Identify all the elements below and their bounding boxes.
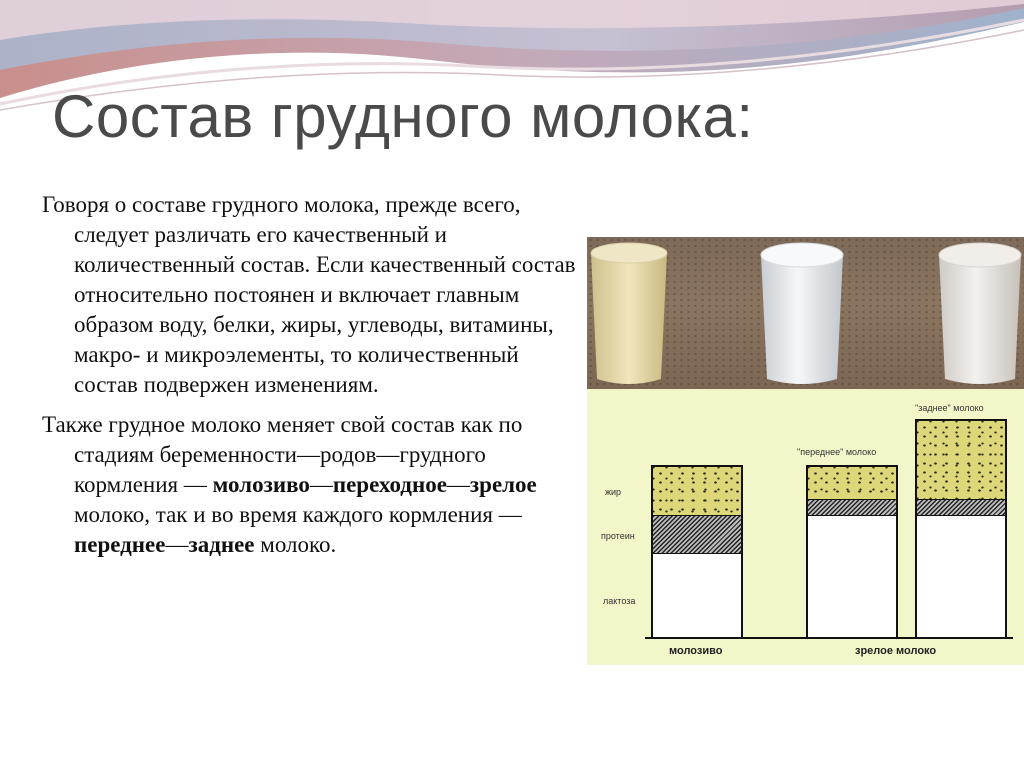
glass-hindmilk-image xyxy=(935,239,1024,389)
label-fat: жир xyxy=(605,487,622,497)
column-hindmilk xyxy=(915,419,1007,639)
label-protein: протеин xyxy=(601,531,635,541)
fat-layer xyxy=(917,421,1005,500)
paragraph-stages-mid: молоко, так и во время каждого кормления — xyxy=(74,502,522,527)
term-transitional: переходное xyxy=(332,472,447,497)
caption-colostrum: молозиво xyxy=(669,645,723,657)
label-hindmilk: "заднее" молоко xyxy=(915,403,984,413)
term-hindmilk: заднее xyxy=(188,532,255,557)
column-foremilk xyxy=(806,465,898,639)
milk-glasses-photo xyxy=(587,237,1024,389)
dash: — xyxy=(165,532,189,557)
paragraph-stages-intro: Также грудное молоко меняет свой состав как по стадиям беременности—родов—грудного кормления — xyxy=(42,412,523,497)
column-colostrum xyxy=(651,465,743,639)
protein-layer xyxy=(653,516,741,554)
protein-layer xyxy=(808,500,896,516)
milk-composition-diagram xyxy=(587,389,1024,665)
dash: — xyxy=(309,472,333,497)
term-foremilk: переднее xyxy=(74,532,166,557)
paragraph-stages-end: молоко. xyxy=(254,532,337,557)
paragraph-stages xyxy=(42,410,582,560)
caption-mature-milk: зрелое молоко xyxy=(855,645,937,657)
protein-layer xyxy=(917,500,1005,516)
term-mature: зрелое xyxy=(469,472,537,497)
glass-colostrum-image xyxy=(587,239,672,389)
label-foremilk: "переднее" молоко xyxy=(797,447,877,457)
paragraph-qualitative-quantitative: Говоря о составе грудного молока, прежде всего, следует различать его качественный и количественный состав. Если качественный состав относительно постоянен и включает главным образом воду, белки, жиры, углеводы, витамины, макро- и микроэлементы, то количественный состав подвержен изменениям. xyxy=(42,192,576,397)
dash: — xyxy=(446,472,470,497)
term-colostrum: молозиво xyxy=(212,472,310,497)
diagram-baseline xyxy=(645,637,1013,639)
slide-title: Состав грудного молока: xyxy=(52,83,754,150)
glass-foremilk-image xyxy=(757,239,847,389)
body-text xyxy=(42,190,582,570)
label-lactose: лактоза xyxy=(603,596,636,606)
fat-layer xyxy=(808,467,896,500)
fat-layer xyxy=(653,467,741,516)
